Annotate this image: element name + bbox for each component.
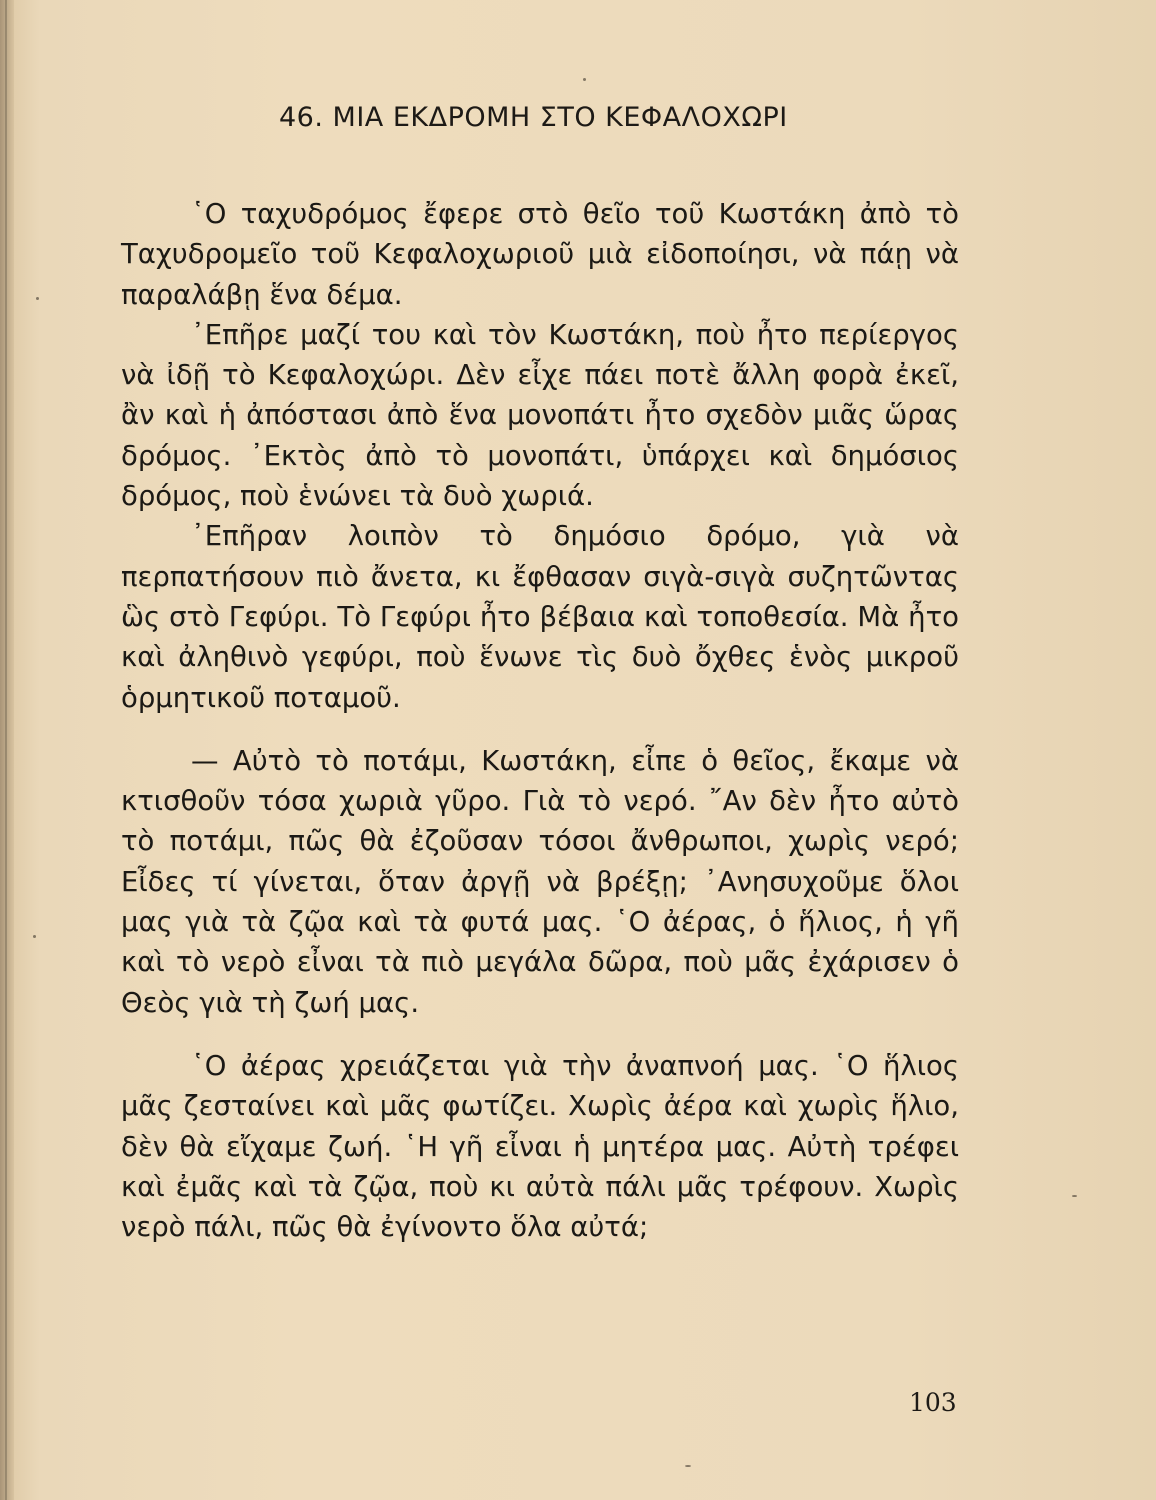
- print-speck: [583, 78, 586, 81]
- paragraph-1: ῾Ο ταχυδρόμος ἔφερε στὸ θεῖο τοῦ Κωστάκη ἀπὸ τὸ Ταχυδρομεῖο τοῦ Κεφαλοχωριοῦ μιὰ εἰδοποίησι, νὰ πάῃ νὰ παραλάβῃ ἕνα δέμα.: [121, 198, 959, 311]
- print-speck: [685, 1465, 691, 1467]
- print-speck: [36, 297, 39, 300]
- chapter-title: 46. ΜΙΑ ΕΚΔΡΟΜΗ ΣΤΟ ΚΕΦΑΛΟΧΩΡΙ: [279, 102, 788, 133]
- print-speck: [1072, 1195, 1077, 1197]
- paragraph-4: — Αὐτὸ τὸ ποτάμι, Κωστάκη, εἶπε ὁ θεῖος, ἔκαμε νὰ κτισθοῦν τόσα χωριὰ γῦρο. Γιὰ τὸ νερό. ῎Αν δὲν ἦτο αὐτὸ τὸ ποτάμι, πῶς θὰ ἐζοῦσαν τόσοι ἄνθρωποι, χωρὶς νερό; Εἶδες τί γίνεται, ὅταν ἀργῇ νὰ βρέξῃ; ᾿Ανησυχοῦμε ὅλοι μας γιὰ τὰ ζῷα καὶ τὰ φυτά μας. ῾Ο ἀέρας, ὁ ἥλιος, ἡ γῆ καὶ τὸ νερὸ εἶναι τὰ πιὸ μεγάλα δῶρα, ποὺ μᾶς ἐχάρισεν ὁ Θεὸς γιὰ τὴ ζωή μας.: [121, 744, 959, 1019]
- page-spine-shadow: [0, 0, 14, 1500]
- chapter-body: [121, 194, 959, 1247]
- paragraph-3: ᾿Επῆραν λοιπὸν τὸ δημόσιο δρόμο, γιὰ νὰ περπατήσουν πιὸ ἄνετα, κι ἔφθασαν σιγὰ-σιγὰ συζητῶντας ὣς στὸ Γεφύρι. Τὸ Γεφύρι ἦτο βέβαια καὶ τοποθεσία. Μὰ ἦτο καὶ ἀληθινὸ γεφύρι, ποὺ ἕνωνε τὶς δυὸ ὄχθες ἑνὸς μικροῦ ὁρμητικοῦ ποταμοῦ.: [121, 520, 959, 714]
- paragraph-5: ῾Ο ἀέρας χρειάζεται γιὰ τὴν ἀναπνοή μας. ῾Ο ἥλιος μᾶς ζεσταίνει καὶ μᾶς φωτίζει. Χωρὶς ἀέρα καὶ χωρὶς ἥλιο, δὲν θὰ εἴχαμε ζωή. ῾Η γῆ εἶναι ἡ μητέρα μας. Αὐτὴ τρέφει καὶ ἐμᾶς καὶ τὰ ζῷα, ποὺ κι αὐτὰ πάλι μᾶς τρέφουν. Χωρὶς νερὸ πάλι, πῶς θὰ ἐγίνοντο ὅλα αὐτά;: [121, 1049, 959, 1244]
- paragraph-2: ᾿Επῆρε μαζί του καὶ τὸν Κωστάκη, ποὺ ἦτο περίεργος νὰ ἰδῇ τὸ Κεφαλοχώρι. Δὲν εἶχε πάει ποτὲ ἄλλη φορὰ ἐκεῖ, ἂν καὶ ἡ ἀπόστασι ἀπὸ ἕνα μονοπάτι ἦτο σχεδὸν μιᾶς ὥρας δρόμος. ᾿Εκτὸς ἀπὸ τὸ μονοπάτι, ὑπάρχει καὶ δημόσιος δρόμος, ποὺ ἑνώνει τὰ δυὸ χωριά.: [121, 318, 959, 513]
- print-speck: [33, 935, 36, 938]
- page-number: 103: [909, 1388, 957, 1417]
- page-spine-line: [5, 0, 7, 1500]
